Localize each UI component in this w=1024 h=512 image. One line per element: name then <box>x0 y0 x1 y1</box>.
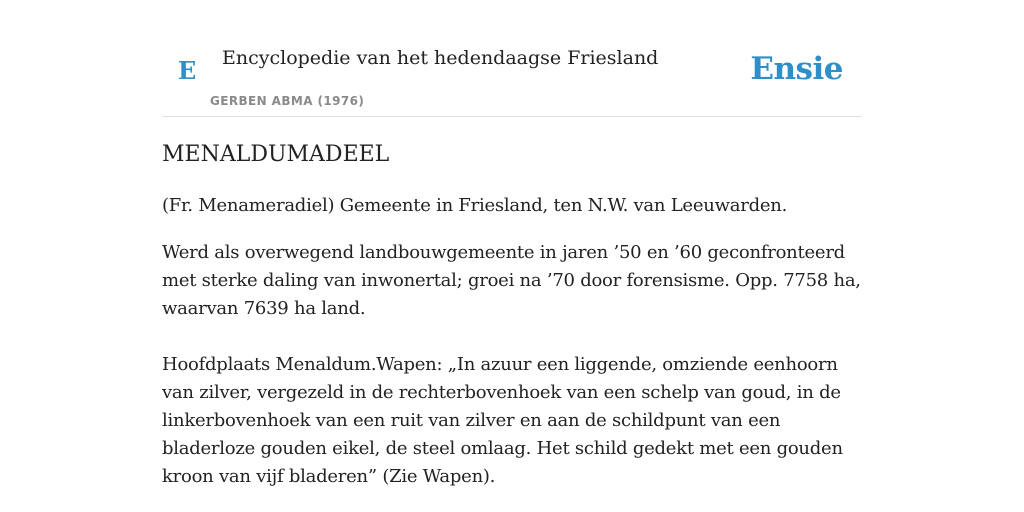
entry-paragraph-3: Hoofdplaats Menaldum.Wapen: „In azuur een liggende, omziende eenhoorn van zilver, vergezeld in de rechterbovenhoek van een schelp van goud, in de linkerbovenhoek van een ruit van zilver en aan de schildpunt van een bladerloze gouden eikel, de steel omlaag. Het schild gedekt met een gouden kroon van vijf bladeren” (Zie Wapen). <box>162 354 843 487</box>
entry-title: MENALDUMADEEL <box>162 142 390 167</box>
source-logo-icon[interactable]: E <box>178 56 197 85</box>
entry-paragraph-1: (Fr. Menameradiel) Gemeente in Friesland, ten N.W. van Leeuwarden. <box>162 195 788 216</box>
source-author: GERBEN ABMA (1976) <box>210 94 365 108</box>
source-header <box>162 0 862 117</box>
ensie-logo-link[interactable]: Ensie <box>750 51 843 87</box>
source-title-link[interactable]: Encyclopedie van het hedendaagse Friesland <box>222 47 659 69</box>
encyclopedia-page <box>162 0 862 487</box>
entry-paragraph-2: Werd als overwegend landbouwgemeente in jaren ’50 en ’60 geconfronteerd met sterke daling van inwonertal; groei na ’70 door forensisme. Opp. 7758 ha, waarvan 7639 ha land. <box>162 242 861 319</box>
